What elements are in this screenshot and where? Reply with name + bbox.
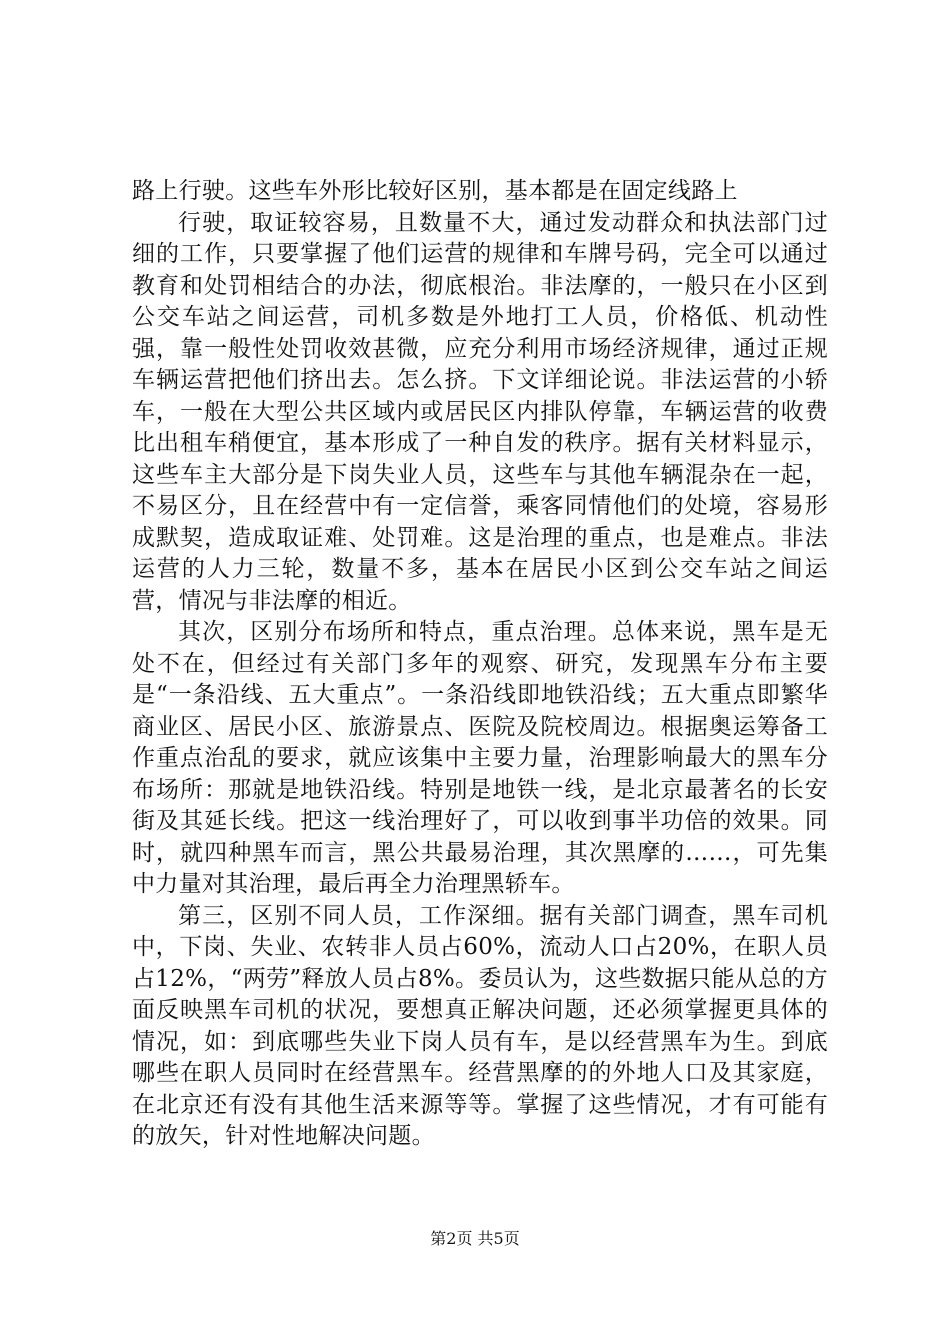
paragraph-vehicle-types: 行驶，取证较容易，且数量不大，通过发动群众和执法部门过细的工作，只要掌握了他们运营的规律和车牌号码，完全可以通过教育和处罚相结合的办法，彻底根治。非法摩的，一般只在小区到公交车站之间运营，司机多数是外地打工人员，价格低、机动性强，靠一般性处罚收效甚微，应充分利用市场经济规律，通过正规车辆运营把他们挤出去。怎么挤。下文详细论说。非法运营的小轿车，一般在大型公共区域内或居民区内排队停靠，车辆运营的收费比出租车稍便宜，基本形成了一种自发的秩序。据有关材料显示，这些车主大部分是下岗失业人员，这些车与其他车辆混杂在一起，不易区分，且在经营中有一定信誉，乘客同情他们的处境，容易形成默契，造成取证难、处罚难。这是治理的重点，也是难点。非法运营的人力三轮，数量不多，基本在居民小区到公交车站之间运营，情况与非法摩的相近。 bbox=[132, 209, 828, 614]
page-number-footer: 第2页 共5页 bbox=[430, 1229, 520, 1248]
paragraph-continuation: 路上行驶。这些车外形比较好区别，基本都是在固定线路上 bbox=[132, 178, 738, 204]
paragraph-personnel: 第三，区别不同人员，工作深细。据有关部门调查，黑车司机中，下岗、失业、农转非人员占60%，流动人口占20%，在职人员占12%，“两劳”释放人员占8%。委员认为，这些数据只能从总的方面反映黑车司机的状况，要想真正解决问题，还必须掌握更具体的情况，如：到底哪些失业下岗人员有车，是以经营黑车为生。到底哪些在职人员同时在经营黑车。经营黑摩的的外地人口及其家庭，在北京还有没有其他生活来源等等。掌握了这些情况，才有可能有的放矢，针对性地解决问题。 bbox=[132, 902, 828, 1149]
paragraph-distribution: 其次，区别分布场所和特点，重点治理。总体来说，黑车是无处不在，但经过有关部门多年的观察、研究，发现黑车分布主要是“一条沿线、五大重点”。一条沿线即地铁沿线；五大重点即繁华商业区、居民小区、旅游景点、医院及院校周边。根据奥运筹备工作重点治乱的要求，就应该集中主要力量，治理影响最大的黑车分布场所：那就是地铁沿线。特别是地铁一线，是北京最著名的长安街及其延长线。把这一线治理好了，可以收到事半功倍的效果。同时，就四种黑车而言，黑公共最易治理，其次黑摩的……，可先集中力量对其治理，最后再全力治理黑轿车。 bbox=[132, 619, 828, 897]
document-body bbox=[132, 176, 828, 1153]
